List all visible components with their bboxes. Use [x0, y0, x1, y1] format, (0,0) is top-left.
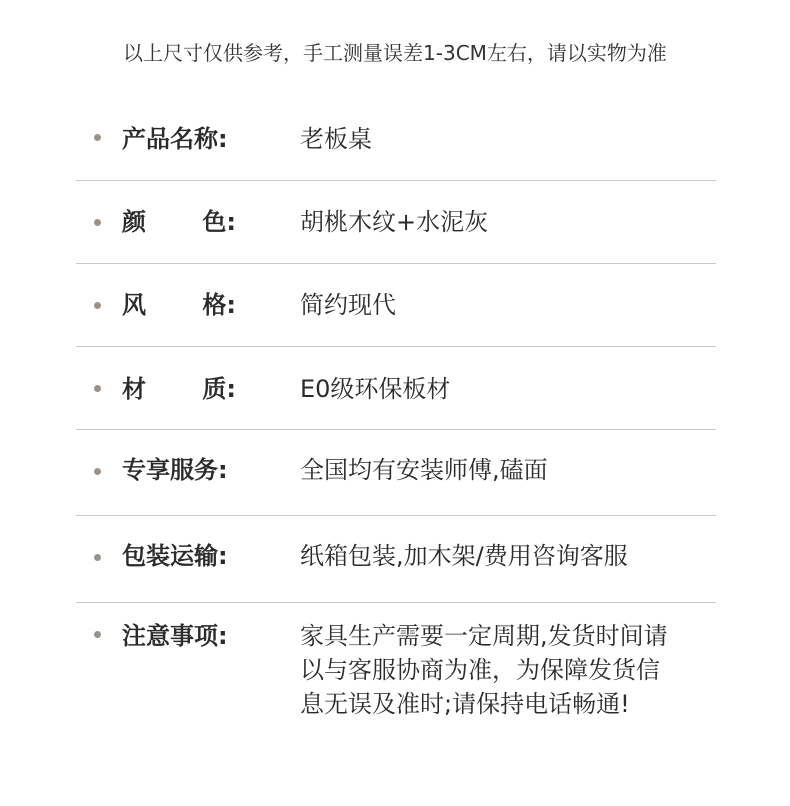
spec-label: 产品名称:: [122, 125, 228, 153]
spec-label: 注意事项:: [122, 622, 228, 650]
spec-label-char: 质:: [202, 375, 236, 403]
bullet-dot-icon: [94, 468, 101, 475]
spec-label-char: 颜: [122, 208, 146, 236]
spec-value: 家具生产需要一定周期,发货时间请以与客服协商为准，为保障发货信息无误及准时;请保持电话畅通!: [300, 622, 668, 718]
spec-label: [122, 289, 236, 321]
spec-label-char: 风: [122, 291, 146, 319]
spec-row-product-name: [76, 96, 716, 181]
spec-row-color: [76, 181, 716, 264]
spec-value: 胡桃木纹+水泥灰: [300, 208, 489, 236]
spec-row-exclusive-service: [76, 430, 716, 516]
bullet-dot-icon: [94, 554, 101, 561]
spec-label: [122, 206, 236, 238]
spec-value: 简约现代: [300, 291, 396, 319]
bullet-dot-icon: [94, 385, 101, 392]
spec-row-packaging-shipping: [76, 516, 716, 603]
spec-value: E0级环保板材: [300, 375, 451, 403]
spec-label: 包装运输:: [122, 542, 228, 570]
spec-label: 专享服务:: [122, 456, 228, 484]
spec-label-char: 色:: [202, 208, 236, 236]
spec-label: [122, 373, 236, 405]
spec-value: 老板桌: [300, 125, 372, 153]
bullet-dot-icon: [94, 631, 101, 638]
spec-label-char: 材: [122, 375, 146, 403]
bullet-dot-icon: [94, 219, 101, 226]
bullet-dot-icon: [94, 134, 101, 141]
spec-row-style: [76, 264, 716, 347]
product-spec-table: [76, 96, 716, 803]
spec-label-char: 格:: [202, 291, 236, 319]
bullet-dot-icon: [94, 302, 101, 309]
measurement-disclaimer: 以上尺寸仅供参考，手工测量误差1-3CM左右，请以实物为准: [123, 41, 667, 65]
spec-row-material: [76, 347, 716, 430]
spec-row-notes: [76, 603, 716, 803]
spec-value: 全国均有安装师傅,磕面: [300, 456, 548, 484]
spec-value: 纸箱包装,加木架/费用咨询客服: [300, 542, 628, 570]
